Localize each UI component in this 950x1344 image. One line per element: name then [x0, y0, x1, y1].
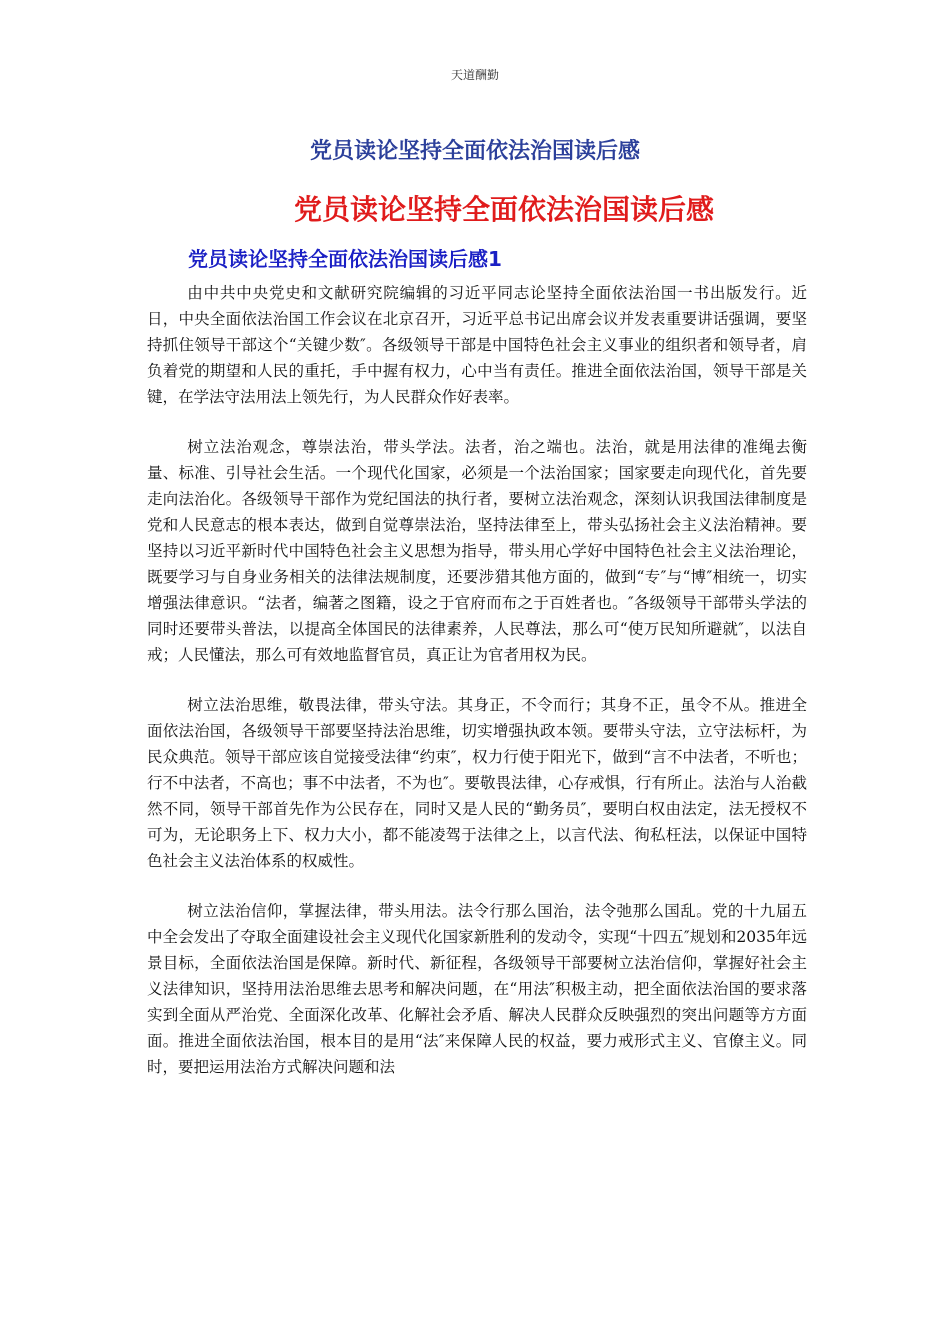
section-heading: 党员读论坚持全面依法治国读后感1: [188, 247, 502, 271]
paragraph-1: 由中共中央党史和文献研究院编辑的习近平同志论坚持全面依法治国一书出版发行。近日，中央全面依法治国工作会议在北京召开，习近平总书记出席会议并发表重要讲话强调，要坚持抓住领导干部这个“关键少数″。各级领导干部是中国特色社会主义事业的组织者和领导者，肩负着党的期望和人民的重托，手中握有权力，心中当有责任。推进全面依法治国，领导干部是关键，在学法守法用法上领先行，为人民群众作好表率。: [147, 284, 807, 406]
document-title-main: 党员读论坚持全面依法治国读后感: [293, 193, 714, 226]
document-title-small: 党员读论坚持全面依法治国读后感: [309, 139, 640, 164]
paragraph-4: 树立法治信仰，掌握法律，带头用法。法令行那么国治，法令弛那么国乱。党的十九届五中全会发出了夺取全面建设社会主义现代化国家新胜利的发动令，实现“十四五″规划和2035年远景目标，全面依法治国是保障。新时代、新征程，各级领导干部要树立法治信仰，掌握好社会主义法律知识，坚持用法治思维去思考和解决问题，在“用法″积极主动，把全面依法治国的要求落实到全面从严治党、全面深化改革、化解社会矛盾、解决人民群众反映强烈的突出问题等方方面面。推进全面依法治国，根本目的是用“法″来保障人民的权益，要力戒形式主义、官僚主义。同时，要把运用法治方式解决问题和法: [147, 902, 807, 1076]
paragraph-3: 树立法治思维，敬畏法律，带头守法。其身正，不令而行；其身不正，虽令不从。推进全面依法治国，各级领导干部要坚持法治思维，切实增强执政本领。要带头守法，立守法标杆，为民众典范。领导干部应该自觉接受法律“约束″，权力行使于阳光下，做到“言不中法者，不听也；行不中法者，不高也；事不中法者，不为也″。要敬畏法律，心存戒惧，行有所止。法治与人治截然不同，领导干部首先作为公民存在，同时又是人民的“勤务员″，要明白权由法定，法无授权不可为，无论职务上下、权力大小，都不能凌驾于法律之上，以言代法、徇私枉法，以保证中国特色社会主义法治体系的权威性。: [147, 696, 807, 870]
paragraph-2: 树立法治观念，尊崇法治，带头学法。法者，治之端也。法治，就是用法律的准绳去衡量、标准、引导社会生活。一个现代化国家，必须是一个法治国家；国家要走向现代化，首先要走向法治化。各级领导干部作为党纪国法的执行者，要树立法治观念，深刻认识我国法律制度是党和人民意志的根本表达，做到自觉尊崇法治，坚持法律至上，带头弘扬社会主义法治精神。要坚持以习近平新时代中国特色社会主义思想为指导，带头用心学好中国特色社会主义法治理论，既要学习与自身业务相关的法律法规制度，还要涉猎其他方面的，做到“专″与“博″相统一，切实增强法律意识。“法者，编著之图籍，设之于官府而布之于百姓者也。″各级领导干部带头学法的同时还要带头普法，以提高全体国民的法律素养，人民尊法，那么可“使万民知所避就″，以法自戒；人民懂法，那么可有效地监督官员，真正让为官者用权为民。: [147, 438, 807, 664]
running-header: 天道酬勤: [450, 68, 499, 82]
body-text: [147, 280, 807, 1104]
